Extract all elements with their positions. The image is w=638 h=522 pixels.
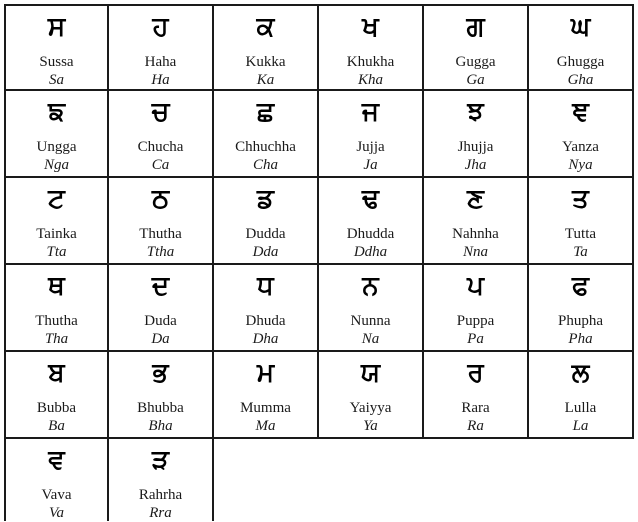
letter-transliteration: Dha [252,331,279,347]
letter-transliteration: Ba [48,418,65,434]
letter-cell [424,178,529,265]
letter-transliteration: Ttha [146,244,175,260]
letter-cell [4,4,109,91]
letter-name: Yanza [562,139,599,155]
letter-cell [4,265,109,352]
letter-glyph: ਯ [360,358,381,388]
letter-cell [214,91,319,178]
letter-glyph: ਣ [467,184,484,214]
letter-name: Haha [144,54,177,70]
letter-name: Gugga [455,54,496,70]
letter-name: Duda [144,313,177,329]
letter-cell [529,178,634,265]
letter-cell [529,91,634,178]
letter-glyph: ਢ [362,184,379,214]
letter-transliteration: Tha [44,331,69,347]
letter-glyph: ਸ [47,12,66,42]
letter-cell [214,4,319,91]
letter-glyph: ਧ [257,271,274,301]
letter-name: Jujja [356,139,385,155]
letter-glyph: ਮ [256,358,275,388]
letter-glyph: ਲ [571,358,590,388]
letter-glyph: ਨ [362,271,379,301]
letter-transliteration: Da [151,331,170,347]
letter-glyph: ਫ [572,271,589,301]
letter-name: Thutha [35,313,78,329]
letter-name: Vava [41,487,72,503]
letter-transliteration: Rra [149,505,172,521]
letter-transliteration: Pa [467,331,484,347]
letter-transliteration: Ta [573,244,588,260]
letter-cell [109,439,214,521]
letter-name: Chhuchha [235,139,296,155]
letter-transliteration: Ma [255,418,276,434]
letter-transliteration: Ja [363,157,378,173]
letter-cell [214,265,319,352]
letter-glyph: ਬ [48,358,65,388]
letter-name: Phupha [558,313,603,329]
letter-name: Ghugga [556,54,605,70]
letter-name: Sussa [39,54,74,70]
letter-glyph: ਗ [466,12,485,42]
letter-glyph: ਹ [152,12,169,42]
letter-transliteration: Dda [252,244,279,260]
letter-cell [424,265,529,352]
letter-glyph: ਤ [572,184,589,214]
letter-glyph: ਪ [467,271,484,301]
letter-transliteration: Ddha [353,244,388,260]
letter-name: Rahrha [138,487,183,503]
letter-name: Kukka [245,54,286,70]
letter-transliteration: Va [49,505,64,521]
letter-transliteration: Tta [46,244,67,260]
letter-glyph: ਵ [48,445,65,475]
letter-glyph: ਜ [362,97,379,127]
letter-cell [529,265,634,352]
letter-name: Dhudda [346,226,395,242]
letter-transliteration: Nna [462,244,488,260]
letter-name: Lulla [564,400,597,416]
letter-name: Nunna [350,313,391,329]
letter-cell [319,178,424,265]
letter-glyph: ਰ [467,358,484,388]
letter-name: Khukha [346,54,395,70]
letter-cell [319,352,424,439]
letter-cell [109,91,214,178]
letter-name: Yaiyya [349,400,392,416]
letter-name: Dudda [245,226,286,242]
letter-name: Nahnha [452,226,499,242]
letter-transliteration: Nya [568,157,593,173]
letter-transliteration: Ra [467,418,484,434]
letter-name: Puppa [456,313,495,329]
letter-transliteration: Nga [43,157,69,173]
letter-cell [319,91,424,178]
letter-transliteration: Gha [567,72,594,88]
letter-name: Chucha [137,139,184,155]
letter-transliteration: Kha [357,72,383,88]
letter-cell [529,352,634,439]
letter-name: Tainka [36,226,77,242]
letter-glyph: ਠ [151,184,170,214]
letter-name: Jhujja [457,139,494,155]
letter-glyph: ਖ [362,12,379,42]
letter-cell [4,178,109,265]
letter-cell [109,352,214,439]
letter-name: Bubba [36,400,77,416]
letter-glyph: ਡ [257,184,274,214]
letter-glyph: ਛ [256,97,275,127]
letter-transliteration: La [572,418,589,434]
letter-transliteration: Bha [148,418,173,434]
letter-transliteration: Ca [151,157,170,173]
letter-glyph: ਝ [467,97,484,127]
letter-glyph: ਘ [570,12,591,42]
letter-transliteration: Jha [464,157,487,173]
letter-cell [4,352,109,439]
letter-glyph: ਦ [151,271,170,301]
letter-cell [319,265,424,352]
letter-cell [424,4,529,91]
letter-name: Mumma [240,400,291,416]
letter-transliteration: Ha [151,72,170,88]
letter-transliteration: Cha [252,157,278,173]
letter-name: Tutta [564,226,597,242]
letter-cell [424,352,529,439]
letter-cell [109,178,214,265]
letter-cell [4,91,109,178]
letter-glyph: ੜ [152,445,169,475]
letter-transliteration: Ka [256,72,275,88]
letter-cell [109,4,214,91]
letter-glyph: ਭ [152,358,169,388]
letter-glyph: ਚ [151,97,170,127]
letter-glyph: ਟ [48,184,65,214]
letter-name: Thutha [139,226,182,242]
letter-cell [4,439,109,521]
letter-name: Rara [461,400,490,416]
letter-transliteration: Sa [49,72,64,88]
letter-cell [529,4,634,91]
letter-transliteration: Na [361,331,380,347]
letter-cell [214,178,319,265]
letter-transliteration: Ga [466,72,485,88]
letter-glyph: ਞ [572,97,589,127]
letter-glyph: ਕ [256,12,275,42]
letter-cell [319,4,424,91]
alphabet-chart [4,4,634,521]
letter-glyph: ਥ [48,271,65,301]
letter-cell [109,265,214,352]
letter-name: Dhuda [245,313,286,329]
letter-transliteration: Pha [568,331,593,347]
letter-cell [214,352,319,439]
letter-transliteration: Ya [363,418,378,434]
letter-cell [424,91,529,178]
letter-name: Bhubba [137,400,184,416]
letter-name: Ungga [36,139,77,155]
letter-glyph: ਙ [48,97,65,127]
